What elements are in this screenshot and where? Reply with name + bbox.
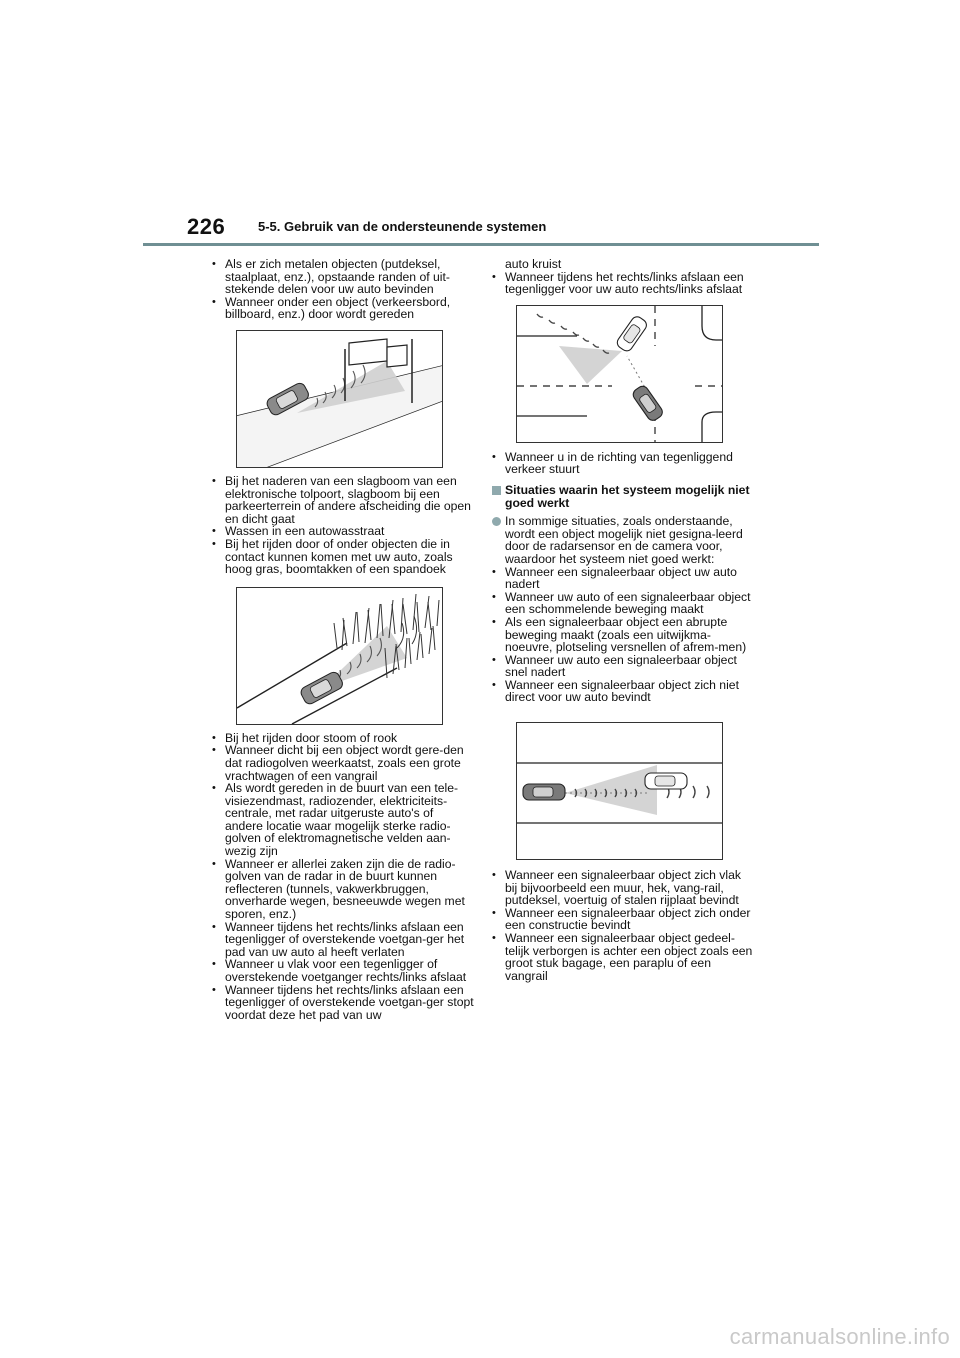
offset-vehicle-illustration xyxy=(516,722,723,860)
right-list-4 xyxy=(492,869,754,982)
left-list-1 xyxy=(212,258,474,321)
list-item: • Wanneer uw auto of een signaleerbaar object een schommelende beweging maakt xyxy=(492,591,754,616)
list-item: • Wanneer een signaleerbaar object uw auto nadert xyxy=(492,566,754,591)
right-list-3 xyxy=(492,566,754,705)
list-item: • Wanneer een signaleerbaar object zich onder een constructie bevindt xyxy=(492,907,754,932)
right-list-1 xyxy=(492,271,754,296)
tall-grass-illustration xyxy=(236,587,443,725)
left-column xyxy=(212,258,474,1021)
right-list-2 xyxy=(492,451,754,476)
intro-paragraph xyxy=(492,515,754,565)
list-item: • Bij het naderen van een slagboom van een elektronische tolpoort, slagboom bij een parkeerterrein of andere afscheiding die open en dicht gaat xyxy=(212,475,474,525)
list-item: • Als een signaleerbaar object een abrupte beweging maakt (zoals een uitwijkma-noeuvre, plotseling versnellen of afrem-men) xyxy=(492,616,754,654)
list-item: • Bij het rijden door of onder objecten die in contact kunnen komen met uw auto, zoals hoog gras, boomtakken of een spandoek xyxy=(212,538,474,576)
intersection-turn-illustration xyxy=(516,305,723,443)
section-title: 5-5. Gebruik van de ondersteunende systemen xyxy=(258,219,547,234)
list-item: • Wanneer onder een object (verkeersbord, billboard, enz.) door wordt gereden xyxy=(212,296,474,321)
page-number: 226 xyxy=(187,214,226,239)
heading-text: Situaties waarin het systeem mogelijk niet goed werkt xyxy=(505,482,750,510)
overhead-sign-illustration xyxy=(236,330,443,468)
watermark: carmanualsonline.info xyxy=(729,1324,950,1349)
list-item: • Wassen in een autowasstraat xyxy=(212,525,474,538)
list-item: • Wanneer een signaleerbaar object zich niet direct voor uw auto bevindt xyxy=(492,679,754,704)
left-list-3 xyxy=(212,732,474,1022)
list-item: • Bij het rijden door stoom of rook xyxy=(212,732,474,745)
header-rule xyxy=(143,243,819,246)
list-item: • Wanneer tijdens het rechts/links afslaan een tegenligger of overstekende voetgan-ger het pad van uw auto al heeft verlaten xyxy=(212,921,474,959)
intro-text: In sommige situaties, zoals onderstaande, wordt een object mogelijk niet gesigna-leerd door de radarsensor en de camera voor, waardoor het systeem niet goed werkt: xyxy=(505,514,743,566)
list-item: • Als er zich metalen objecten (putdeksel, staalplaat, enz.), opstaande randen of uit-stekende delen voor uw auto bevinden xyxy=(212,258,474,296)
left-list-2 xyxy=(212,475,474,576)
list-item: • Wanneer een signaleerbaar object zich vlak bij bijvoorbeeld een muur, hek, vang-rail, putdeksel, voertuig of stalen rijplaat bevindt xyxy=(492,869,754,907)
list-item: • Wanneer uw auto een signaleerbaar object snel nadert xyxy=(492,654,754,679)
section-heading xyxy=(492,484,754,509)
list-item: • Als wordt gereden in de buurt van een tele-visiezendmast, radiozender, elektriciteits-centrale, met radar uitgeruste auto's of andere locatie waar mogelijk sterke radio-golven of elektromagnetische velden aan-wezig zijn xyxy=(212,782,474,858)
continuation-text: auto kruist xyxy=(505,257,562,271)
list-item: • Wanneer tijdens het rechts/links afslaan een tegenligger of overstekende voetgan-ger stopt voordat deze het pad van uw xyxy=(212,984,474,1022)
list-item: • Wanneer dicht bij een object wordt gere-den dat radiogolven weerkaatst, zoals een grote vrachtwagen of een vangrail xyxy=(212,744,474,782)
list-item: • Wanneer er allerlei zaken zijn die de radio-golven van de radar in de buurt kunnen reflecteren (tunnels, vakwerkbruggen, onverharde wegen, besneeuwde wegen met sporen, enz.) xyxy=(212,858,474,921)
square-bullet-icon xyxy=(492,486,501,495)
list-item: • Wanneer u vlak voor een tegenligger of overstekende voetganger rechts/links afslaat xyxy=(212,958,474,983)
list-item: • Wanneer een signaleerbaar object gedeel-telijk verborgen is achter een object zoals een groot stuk bagage, een paraplu of een vangrail xyxy=(492,932,754,982)
right-column xyxy=(492,258,754,982)
list-item: • Wanneer tijdens het rechts/links afslaan een tegenligger voor uw auto rechts/links afslaat xyxy=(492,271,754,296)
list-item: • Wanneer u in de richting van tegenliggend verkeer stuurt xyxy=(492,451,754,476)
circle-bullet-icon xyxy=(492,517,501,526)
